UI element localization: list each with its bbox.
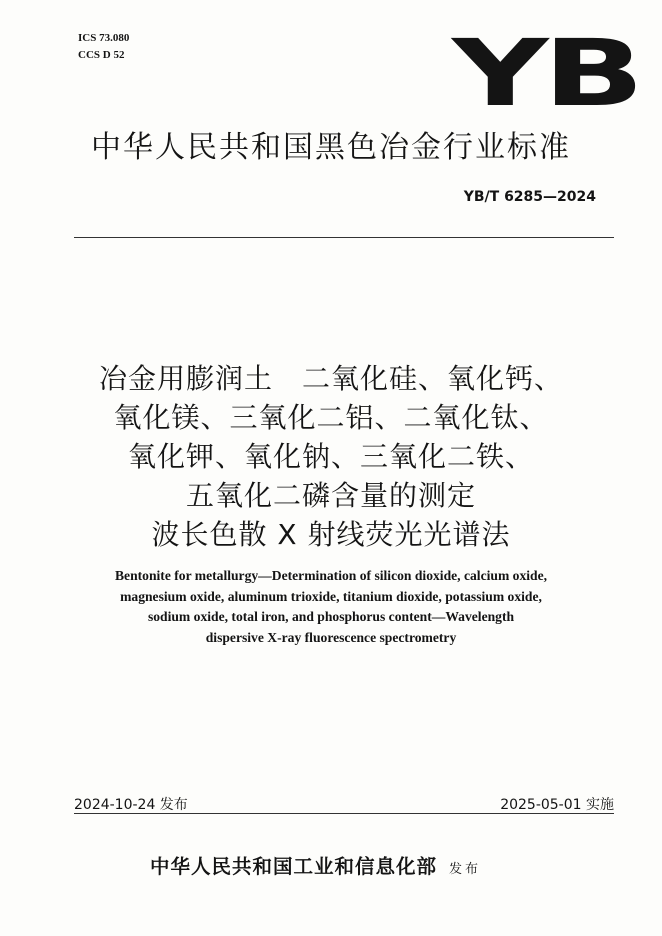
chinese-title — [0, 359, 662, 554]
english-title-line: sodium oxide, total iron, and phosphorus content—Wavelength — [147, 609, 515, 624]
issuing-authority-name: 中华人民共和国工业和信息化部 — [150, 857, 438, 878]
ics-code: ICS 73.080 — [78, 32, 130, 44]
issuing-authority — [150, 851, 481, 879]
publish-label: 发布 — [449, 861, 482, 876]
issue-date: 2024-10-24 发布 — [74, 797, 188, 813]
standard-number: YB/T 6285—2024 — [463, 189, 596, 205]
industry-standard-title: 中华人民共和国黑色冶金行业标准 — [91, 131, 571, 164]
chinese-title-line: 五氧化二磷含量的测定 — [185, 479, 476, 512]
chinese-title-line: 冶金用膨润土 二氧化硅、氧化钙、 — [98, 362, 563, 395]
ccs-code: CCS D 52 — [78, 49, 125, 61]
chinese-title-line: 氧化钾、氧化钠、三氧化二铁、 — [127, 440, 534, 473]
english-title — [70, 566, 592, 648]
english-title-line: Bentonite for metallurgy—Determination of silicon dioxide, calcium oxide, — [114, 568, 548, 583]
classification-codes — [78, 30, 129, 64]
english-title-line: dispersive X-ray fluorescence spectrometry — [205, 629, 457, 645]
chinese-title-line: 波长色散 X 射线荧光光谱法 — [151, 518, 511, 551]
yb-logo: YB — [452, 20, 639, 127]
implementation-date: 2025-05-01 实施 — [500, 797, 614, 813]
english-title-line: magnesium oxide, aluminum trioxide, titanium dioxide, potassium oxide, — [120, 588, 542, 604]
bottom-divider — [74, 813, 614, 814]
chinese-title-line: 氧化镁、三氧化二铝、二氧化钛、 — [113, 401, 549, 434]
top-divider — [74, 237, 614, 238]
